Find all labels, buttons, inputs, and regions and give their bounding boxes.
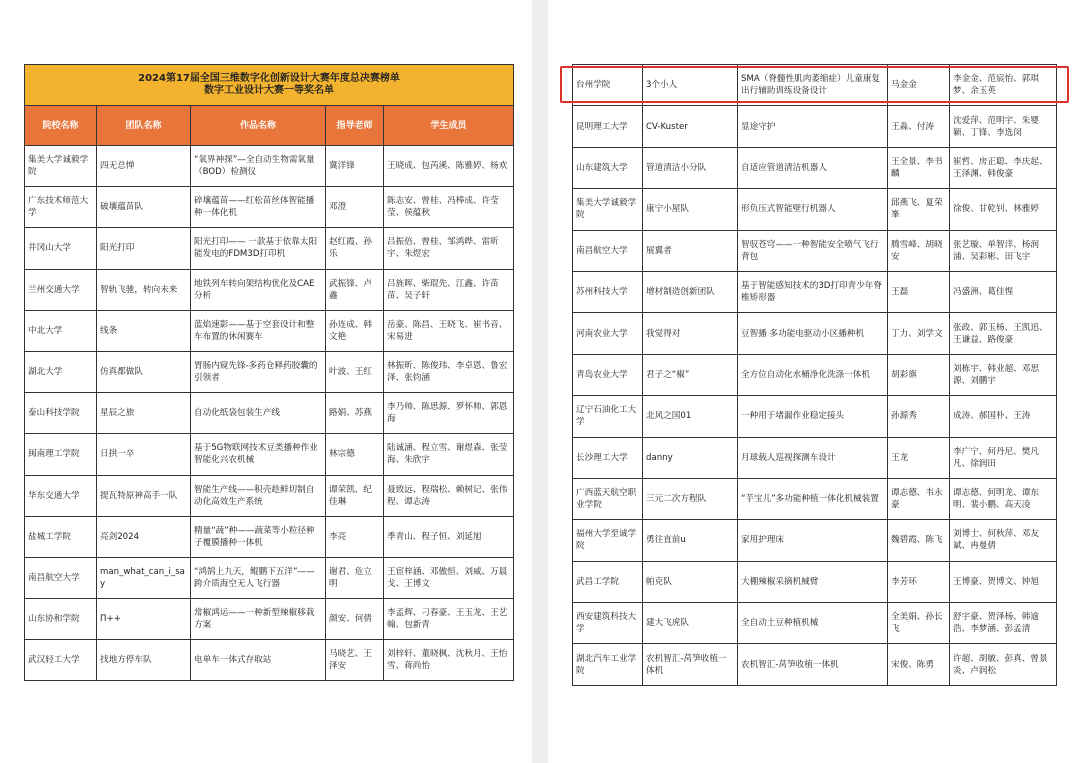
right-table-body: [573, 65, 1057, 686]
cell-members: 许超、胡敏、彭真、曾景炎、卢润松: [950, 644, 1057, 685]
header-school: 院校名称: [25, 106, 97, 146]
header-row: [25, 106, 514, 146]
cell-advisor: 宋俊、陈勇: [888, 644, 950, 685]
cell-members: 李金金、范宸怡、郭琪梦、余玉英: [950, 65, 1057, 106]
cell-team: 勇往直前u: [643, 520, 738, 561]
header-advisor: 指导老师: [326, 106, 384, 146]
header-work: 作品名称: [191, 106, 326, 146]
cell-work: 全自动土豆种植机械: [738, 603, 888, 644]
cell-work: 全方位自动化水桶净化洗涤一体机: [738, 354, 888, 395]
table-row: [25, 269, 514, 310]
cell-work: “鸿鹄上九天，鲲鹏下五洋”——跨介质海空无人飞行器: [191, 557, 326, 598]
cell-members: 徐俊、甘乾钊、林雅婷: [950, 189, 1057, 230]
table-row: [573, 189, 1057, 230]
cell-advisor: 路娟、苏燕: [326, 393, 384, 434]
cell-team: 管道清洁小分队: [643, 147, 738, 188]
cell-school: 南昌航空大学: [573, 230, 643, 271]
cell-members: 陈志安、曾桂、冯棒成、许莹莹、侯蕴秋: [384, 187, 514, 228]
cell-members: 王宦梓涵、邓傲恒、刘威、万晨戈、王博文: [384, 557, 514, 598]
cell-advisor: 孙连成、韩文艳: [326, 310, 384, 351]
cell-team: 亮剑2024: [97, 516, 191, 557]
cell-members: 舒宇豪、贺泽杨、韩逾浩、李梦涵、彭孟清: [950, 603, 1057, 644]
cell-work: 自适应管道清洁机器人: [738, 147, 888, 188]
cell-members: 刘栋宇、韩业超、邓思源、刘鹏宇: [950, 354, 1057, 395]
document-page-left: [0, 0, 532, 763]
cell-school: 集美大学诚毅学院: [573, 189, 643, 230]
table-row: [25, 310, 514, 351]
table-row: [573, 65, 1057, 106]
cell-work: 显途守护: [738, 106, 888, 147]
table-row: [573, 147, 1057, 188]
left-table-body: [25, 146, 514, 681]
cell-advisor: 邱燕飞、夏荣峯: [888, 189, 950, 230]
table-row: [573, 271, 1057, 312]
cell-members: 成涛、郝国朴、王涛: [950, 396, 1057, 437]
cell-members: 岳豪、陈昌、王晓飞、崔书音、宋易进: [384, 310, 514, 351]
cell-team: 阳光打印: [97, 228, 191, 269]
cell-school: 井冈山大学: [25, 228, 97, 269]
cell-team: danny: [643, 437, 738, 478]
cell-advisor: 王龙: [888, 437, 950, 478]
cell-school: 广西蓝天航空职业学院: [573, 478, 643, 519]
cell-school: 兰州交通大学: [25, 269, 97, 310]
page-gutter: [532, 0, 548, 763]
cell-advisor: 王淼、付涛: [888, 106, 950, 147]
cell-team: 北风之国01: [643, 396, 738, 437]
cell-advisor: 谢君、危立明: [326, 557, 384, 598]
cell-work: 阳光打印—— 一款基于依靠太阳能发电的FDM3D打印机: [191, 228, 326, 269]
cell-team: Π++: [97, 599, 191, 640]
cell-work: 电单车一体式存取站: [191, 640, 326, 681]
cell-advisor: 腾雪峰、胡晓安: [888, 230, 950, 271]
cell-members: 吕振倍、曾桂、邹鸿晔、雷昕宇、朱煜宏: [384, 228, 514, 269]
cell-work: 家用护理床: [738, 520, 888, 561]
cell-team: 日拱一卒: [97, 434, 191, 475]
cell-advisor: 胡彩旗: [888, 354, 950, 395]
cell-work: 智能生产线——积壳趁鲜切制自动化高效生产系统: [191, 475, 326, 516]
cell-advisor: 丁力、刘学文: [888, 313, 950, 354]
cell-team: 四无总惮: [97, 146, 191, 187]
cell-members: 刘博士、何秋萍、邓友斌、冉曼倩: [950, 520, 1057, 561]
cell-school: 辽宁石油化工大学: [573, 396, 643, 437]
cell-school: 福州大学至诚学院: [573, 520, 643, 561]
cell-school: 盐城工学院: [25, 516, 97, 557]
cell-work: 常椒鸿运——一种新型辣椒移栽方案: [191, 599, 326, 640]
table-row: [573, 644, 1057, 685]
cell-team: 线条: [97, 310, 191, 351]
table-row: [573, 561, 1057, 602]
cell-advisor: 冀洋锋: [326, 146, 384, 187]
cell-work: 蓝焰速影——基于空套设计和整车布置的休闲赛车: [191, 310, 326, 351]
cell-school: 青岛农业大学: [573, 354, 643, 395]
table-row: [573, 313, 1057, 354]
cell-members: 李孟辉、刁春豪、王玉龙、王艺翰、包新青: [384, 599, 514, 640]
cell-members: 谭志德、何明龙、谭东明、裴小鹏、高天凌: [950, 478, 1057, 519]
table-title: [25, 65, 514, 106]
cell-team: 找地方停车队: [97, 640, 191, 681]
cell-work: “氧界神探”—全自动生物需氧量（BOD）检测仪: [191, 146, 326, 187]
cell-school: 河南农业大学: [573, 313, 643, 354]
cell-school: 闽南理工学院: [25, 434, 97, 475]
table-row: [573, 106, 1057, 147]
cell-team: 建大飞虎队: [643, 603, 738, 644]
cell-advisor: 李亮: [326, 516, 384, 557]
cell-work: 形负压式智能壁行机器人: [738, 189, 888, 230]
cell-team: man_what_can_i_say: [97, 557, 191, 598]
cell-advisor: 孙源秀: [888, 396, 950, 437]
cell-team: 智轨飞驰，转向未来: [97, 269, 191, 310]
cell-team: 康宁小屋队: [643, 189, 738, 230]
cell-school: 台州学院: [573, 65, 643, 106]
cell-team: 我觉得对: [643, 313, 738, 354]
cell-advisor: 谭荣凯、纪佳琳: [326, 475, 384, 516]
table-row: [573, 354, 1057, 395]
cell-members: 聂致远、程瑞松、赖树记、张伟程、谭志涛: [384, 475, 514, 516]
cell-work: 碎壤蕴苗——红松苗丝体智能播种一体化机: [191, 187, 326, 228]
cell-advisor: 李芳环: [888, 561, 950, 602]
header-members: 学生成员: [384, 106, 514, 146]
cell-work: 一种用于堵漏作业稳定接头: [738, 396, 888, 437]
table-row: [25, 146, 514, 187]
cell-school: 广东技术师范大学: [25, 187, 97, 228]
table-row: [25, 516, 514, 557]
cell-team: 3个小人: [643, 65, 738, 106]
cell-advisor: 全美娟、孙长飞: [888, 603, 950, 644]
cell-advisor: 赵红霞、孙乐: [326, 228, 384, 269]
table-row: [25, 434, 514, 475]
table-row: [25, 351, 514, 392]
cell-team: 三元二次方程队: [643, 478, 738, 519]
cell-members: 王晓成、包芮溪、陈雅婷、杨欢: [384, 146, 514, 187]
cell-advisor: 武振锋、卢鑫: [326, 269, 384, 310]
cell-school: 长沙理工大学: [573, 437, 643, 478]
cell-school: 华东交通大学: [25, 475, 97, 516]
cell-school: 山东协和学院: [25, 599, 97, 640]
cell-school: 集美大学诚毅学院: [25, 146, 97, 187]
cell-team: 增材制造创新团队: [643, 271, 738, 312]
cell-school: 湖北大学: [25, 351, 97, 392]
table-row: [25, 640, 514, 681]
cell-members: 吕旌晖、柴琨先、江鑫、许苗苗、吴子轩: [384, 269, 514, 310]
cell-advisor: 邓澄: [326, 187, 384, 228]
cell-work: 自动化纸袋包装生产线: [191, 393, 326, 434]
table-row: [573, 437, 1057, 478]
title-line-2: 数字工业设计大赛一等奖名单: [204, 85, 334, 96]
table-row: [573, 520, 1057, 561]
cell-team: CV-Kuster: [643, 106, 738, 147]
cell-school: 泰山科技学院: [25, 393, 97, 434]
cell-advisor: 马晓艺、王泽安: [326, 640, 384, 681]
cell-work: 大棚辣椒采摘机械臂: [738, 561, 888, 602]
cell-school: 西安建筑科技大学: [573, 603, 643, 644]
cell-school: 昆明理工大学: [573, 106, 643, 147]
cell-members: 季青山、程子恒、刘延旭: [384, 516, 514, 557]
cell-team: 提瓦特原神高手一队: [97, 475, 191, 516]
cell-team: 农机智汇-莴笋收植一体机: [643, 644, 738, 685]
document-page-right: [548, 0, 1080, 763]
cell-team: 君子之“椒”: [643, 354, 738, 395]
cell-work: 精量“蔬”种——蔬菜等小粒径种子覆膜播种一体机: [191, 516, 326, 557]
cell-members: 张艺璇、单智洋、杨润浦、吴彩彬、田飞宇: [950, 230, 1057, 271]
cell-members: 沈爱萍、范明宇、朱婴颖、丁锋、李选闵: [950, 106, 1057, 147]
cell-work: 基于5G物联网技术豆类播种作业智能化兴农机械: [191, 434, 326, 475]
cell-school: 中北大学: [25, 310, 97, 351]
cell-school: 南昌航空大学: [25, 557, 97, 598]
cell-team: 破壤蕴苗队: [97, 187, 191, 228]
table-row: [573, 230, 1057, 271]
table-row: [25, 187, 514, 228]
cell-team: 仿真都做队: [97, 351, 191, 392]
cell-advisor: 马金金: [888, 65, 950, 106]
cell-members: 王博豪、贺博文、钟旭: [950, 561, 1057, 602]
cell-work: SMA（脊髓性肌肉萎缩症）儿童康复出行辅助训练设备设计: [738, 65, 888, 106]
cell-school: 苏州科技大学: [573, 271, 643, 312]
cell-work: “芋宝儿”多功能种植一体化机械装置: [738, 478, 888, 519]
table-row: [573, 478, 1057, 519]
table-row: [25, 393, 514, 434]
cell-school: 湖北汽车工业学院: [573, 644, 643, 685]
cell-team: 展翼者: [643, 230, 738, 271]
cell-work: 地铁列车转向架结构优化及CAE分析: [191, 269, 326, 310]
table-row: [25, 228, 514, 269]
cell-members: 林振昕、陈俊玮、李卓恩、鲁宏泽、张钧涵: [384, 351, 514, 392]
cell-members: 陆诚涵、程立雪、谢煜森、张莹海、朱欣宇: [384, 434, 514, 475]
cell-team: 星辰之旅: [97, 393, 191, 434]
cell-advisor: 林宗德: [326, 434, 384, 475]
cell-advisor: 王全景、李书麟: [888, 147, 950, 188]
cell-members: 崔哲、房正聪、李庆起、王泽渊、韩俊豪: [950, 147, 1057, 188]
cell-work: 胃肠内窥先锋-多药仓释药胶囊的引领者: [191, 351, 326, 392]
cell-advisor: 谭志德、韦永豪: [888, 478, 950, 519]
cell-school: 武汉轻工大学: [25, 640, 97, 681]
award-table-right: [572, 64, 1057, 686]
award-table-left: [24, 64, 514, 681]
cell-work: 基于智能感知技术的3D打印青少年脊椎矫形器: [738, 271, 888, 312]
cell-school: 山东建筑大学: [573, 147, 643, 188]
table-row: [25, 557, 514, 598]
table-row: [573, 603, 1057, 644]
cell-members: 冯盛洲、葛佳惺: [950, 271, 1057, 312]
cell-school: 武昌工学院: [573, 561, 643, 602]
table-row: [25, 599, 514, 640]
cell-members: 李广宁、何丹尼、樊凡凡、徐润田: [950, 437, 1057, 478]
cell-advisor: 叶波、王红: [326, 351, 384, 392]
cell-advisor: 王磊: [888, 271, 950, 312]
cell-work: 月球载人巡视探测车设计: [738, 437, 888, 478]
cell-members: 刘梓轩、董晓枫、沈秋月、王怡雪、蒋尚怡: [384, 640, 514, 681]
cell-members: 张政、郭玉杨、王凯迅、王谦益、路俊豪: [950, 313, 1057, 354]
table-row: [25, 475, 514, 516]
cell-advisor: 颜安、何倩: [326, 599, 384, 640]
table-row: [573, 396, 1057, 437]
cell-team: 帕克队: [643, 561, 738, 602]
cell-members: 李乃帅、陈思源、罗怀帅、郭恩海: [384, 393, 514, 434]
cell-advisor: 魏碧霞、陈飞: [888, 520, 950, 561]
title-line-1: 2024第17届全国三维数字化创新设计大赛年度总决赛榜单: [138, 73, 400, 84]
cell-work: 农机智汇-莴笋收植一体机: [738, 644, 888, 685]
cell-work: 豆智播 多功能电驱动小区播种机: [738, 313, 888, 354]
cell-work: 智驭苍穹——一种智能安全喷气飞行背包: [738, 230, 888, 271]
header-team: 团队名称: [97, 106, 191, 146]
